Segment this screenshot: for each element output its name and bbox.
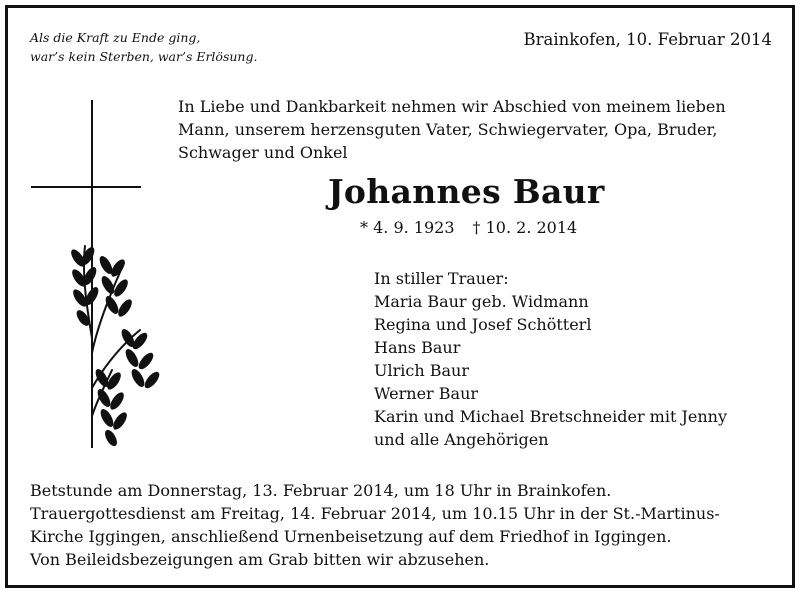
cross-with-wheat-icon — [28, 98, 168, 448]
deceased-name: Johannes Baur — [328, 172, 605, 211]
notice-line: Von Beileidsbezeigungen am Grab bitten wir abzusehen. — [30, 550, 490, 569]
mourner-entry: Karin und Michael Bretschneider mit Jenny — [374, 407, 728, 426]
mourner-entry: Regina und Josef Schötterl — [374, 315, 592, 334]
obituary-frame — [5, 5, 795, 588]
service-notice — [30, 479, 720, 571]
mourner-entry: Ulrich Baur — [374, 361, 469, 380]
mourner-entry: Werner Baur — [374, 384, 479, 403]
intro-text — [178, 95, 774, 164]
motto-line: Als die Kraft zu Ende ging, — [30, 30, 201, 45]
motto-line: war’s kein Sterben, war’s Erlösung. — [30, 49, 258, 64]
mourners-heading: In stiller Trauer: — [374, 269, 509, 288]
notice-line: Trauergottesdienst am Freitag, 14. Februar 2014, um 10.15 Uhr in der St.-Martinus- — [30, 504, 720, 523]
life-dates — [360, 218, 577, 237]
notice-line: Kirche Iggingen, anschließend Urnenbeisetzung auf dem Friedhof in Iggingen. — [30, 527, 672, 546]
intro-line: Mann, unserem herzensguten Vater, Schwiegervater, Opa, Bruder, — [178, 120, 718, 139]
mourner-entry: und alle Angehörigen — [374, 430, 549, 449]
mourners-list — [374, 267, 727, 451]
motto-verse — [30, 28, 257, 66]
death-date: † 10. 2. 2014 — [472, 218, 578, 237]
intro-line: In Liebe und Dankbarkeit nehmen wir Abschied von meinem lieben — [178, 97, 726, 116]
birth-date: * 4. 9. 1923 — [360, 218, 455, 237]
intro-line: Schwager und Onkel — [178, 143, 348, 162]
mourner-entry: Maria Baur geb. Widmann — [374, 292, 589, 311]
mourner-entry: Hans Baur — [374, 338, 461, 357]
place-date: Brainkofen, 10. Februar 2014 — [523, 30, 772, 49]
notice-line: Betstunde am Donnerstag, 13. Februar 2014, um 18 Uhr in Brainkofen. — [30, 481, 612, 500]
